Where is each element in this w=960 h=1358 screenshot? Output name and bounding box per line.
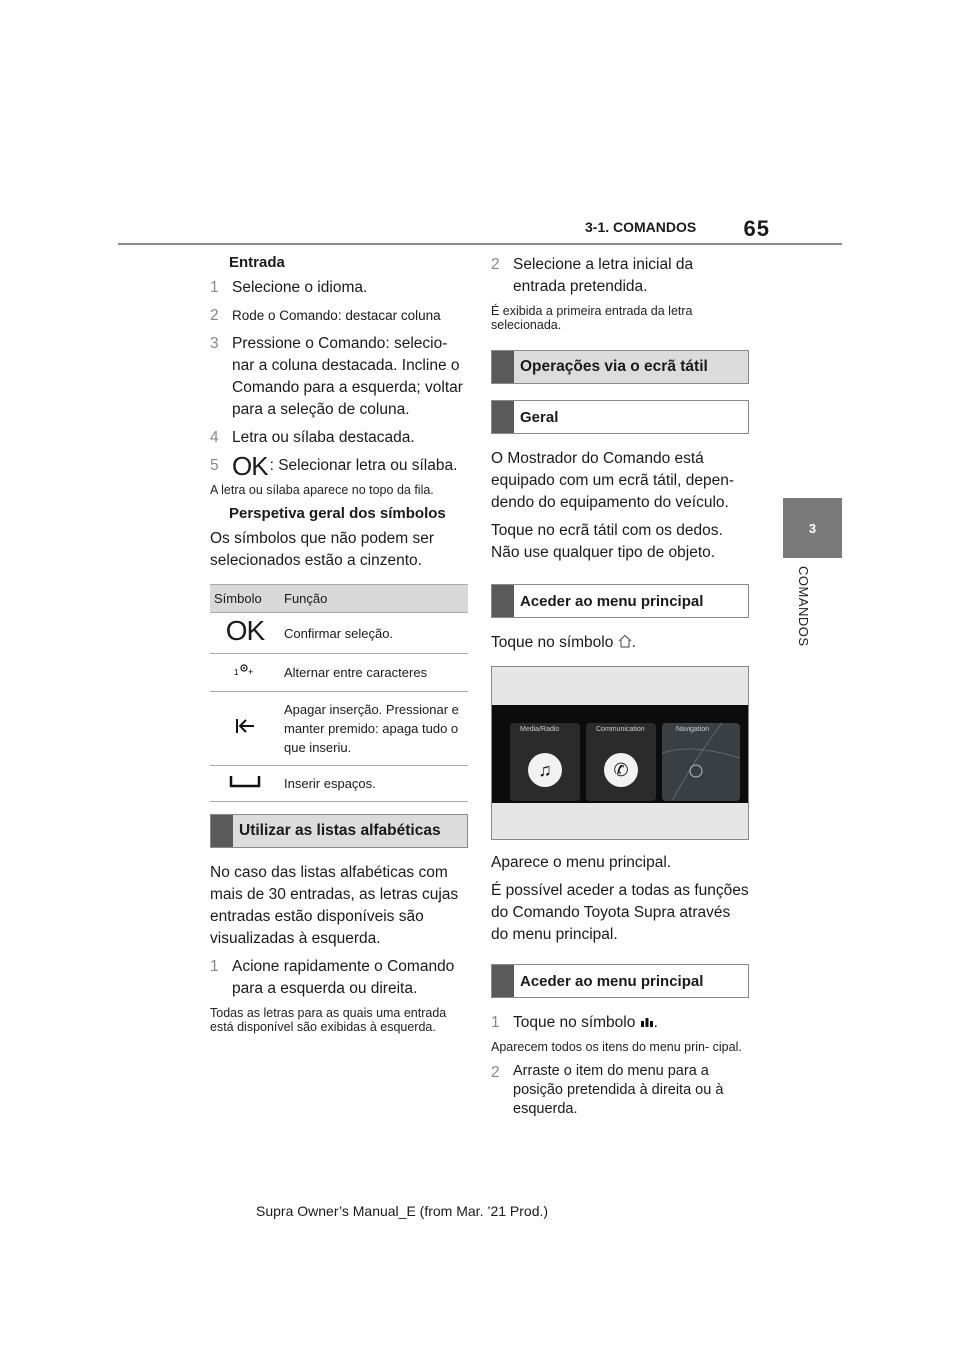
- general-text-2: Toque no ecrã tátil com os dedos. Não use qualquer tipo de objeto.: [491, 522, 723, 561]
- general-heading: Geral: [520, 408, 559, 426]
- symbols-intro: Os símbolos que não podem ser selecionados estão a cinzento.: [210, 530, 435, 569]
- left-column: [210, 254, 468, 1042]
- step-number: 2: [491, 1064, 500, 1081]
- step-text: Selecione a letra inicial da entrada pretendida.: [513, 256, 694, 295]
- chapter-title: 3-1. COMANDOS: [585, 219, 697, 235]
- step2-note: É exibida a primeira entrada da letra selecionada.: [491, 304, 693, 332]
- touch-heading: Operações via o ecrã tátil: [520, 358, 708, 375]
- phone-icon: ✆: [604, 753, 638, 787]
- right-column: [491, 254, 749, 1125]
- step-number: 1: [210, 279, 219, 296]
- col-symbol-header: Símbolo: [210, 585, 280, 613]
- delete-icon: [210, 692, 280, 766]
- tile-label: Media/Radio: [520, 726, 560, 733]
- symbols-heading: Perspetiva geral dos símbolos: [229, 505, 446, 522]
- function-cell: Alternar entre caracteres: [280, 654, 468, 692]
- alpha-text: No caso das listas alfabéticas com mais de 30 entradas, as letras cujas entradas estão disponíveis são visualizadas à esquerda.: [210, 864, 459, 947]
- function-cell: Confirmar seleção.: [280, 613, 468, 654]
- function-cell: Inserir espaços.: [280, 766, 468, 802]
- heading-bar: [211, 815, 233, 847]
- footer-text: Supra Owner’s Manual_E (from Mar. ’21 Prod.): [256, 1203, 549, 1219]
- alpha-heading-box: [210, 814, 468, 848]
- step-number: 2: [491, 256, 500, 273]
- step-5: [210, 451, 468, 481]
- col-function-header: Função: [280, 585, 468, 613]
- communication-tile: [586, 723, 656, 801]
- alpha-step: [210, 956, 468, 1000]
- step-3: [210, 333, 468, 421]
- heading-bar: [492, 401, 514, 433]
- function-cell: Apagar inserção. Pressionar e manter premido: apaga tudo o que inseriu.: [280, 692, 468, 766]
- page-number: 65: [743, 216, 770, 241]
- menu-heading-2: Aceder ao menu principal: [520, 972, 704, 990]
- navigation-tile: [662, 723, 740, 801]
- svg-text:1: 1: [234, 668, 239, 677]
- side-tab: 3: [783, 498, 842, 558]
- step-number: 5: [210, 457, 219, 474]
- side-tab-label: COMANDOS: [796, 566, 811, 647]
- step-number: 3: [210, 335, 219, 352]
- menu-heading-box-1: [491, 584, 749, 618]
- music-icon: ♫: [528, 753, 562, 787]
- step-text: OK : Selecionar letra ou sílaba.: [232, 451, 458, 481]
- display-screen: [492, 705, 748, 803]
- switch-characters-icon: [210, 654, 280, 692]
- touch-heading-box: [491, 350, 749, 384]
- general-text-1: O Mostrador do Comando está equipado com um ecrã tátil, depen- dendo do equipamento do veículo.: [491, 450, 734, 511]
- map-lines-icon: [662, 723, 740, 801]
- step-1: [210, 277, 468, 299]
- menu-handle-icon: [640, 1016, 654, 1028]
- table-row: [210, 692, 468, 766]
- symbols-table: [210, 584, 468, 802]
- step-4: [210, 427, 468, 449]
- menu-after-2: É possível aceder a todas as funções do Comando Toyota Supra através do menu principal.: [491, 882, 749, 943]
- step-number: 1: [491, 1014, 500, 1031]
- ok-icon: OK: [232, 451, 268, 481]
- alpha-heading: Utilizar as listas alfabéticas: [239, 822, 441, 839]
- step-number: 1: [210, 958, 219, 975]
- step-number: 2: [210, 307, 219, 324]
- media-tile: [510, 723, 580, 801]
- heading-bar: [492, 965, 514, 997]
- note-top: A letra ou sílaba aparece no topo da fila.: [210, 483, 434, 497]
- step-text: Letra ou sílaba destacada.: [232, 429, 415, 446]
- step-text: Rode o Comando: destacar coluna: [232, 308, 441, 323]
- menu-step1-note: Aparecem todos os itens do menu prin- cipal.: [491, 1040, 742, 1054]
- table-row: [210, 613, 468, 654]
- header-line: [118, 243, 842, 245]
- alpha-note: Todas as letras para as quais uma entrada está disponível são exibidas à esquerda.: [210, 1006, 447, 1034]
- step-number: 4: [210, 429, 219, 446]
- home-icon: [618, 634, 632, 648]
- heading-bar: [492, 351, 514, 383]
- table-row: [210, 654, 468, 692]
- svg-text:+: +: [248, 667, 254, 677]
- menu-heading-1: Aceder ao menu principal: [520, 592, 704, 610]
- menu-after-1: Aparece o menu principal.: [491, 854, 672, 871]
- space-icon: [210, 766, 280, 802]
- menu-step-2: [491, 1062, 749, 1119]
- step-text: Arraste o item do menu para a posição pretendida à direita ou à esquerda.: [513, 1063, 724, 1117]
- step-text: Pressione o Comando: selecio- nar a coluna destacada. Incline o Comando para a esquerda; voltar para a seleção de coluna.: [232, 335, 463, 418]
- step-text: Toque no símbolo .: [513, 1014, 658, 1031]
- main-menu-screenshot: [491, 666, 749, 840]
- menu-heading-box-2: [491, 964, 749, 998]
- menu-text-1: Toque no símbolo .: [491, 634, 636, 651]
- menu-step-1: [491, 1012, 749, 1034]
- step-2-right: [491, 254, 749, 298]
- heading-bar: [492, 585, 514, 617]
- step-text: Acione rapidamente o Comando para a esquerda ou direita.: [232, 958, 455, 997]
- general-heading-box: [491, 400, 749, 434]
- entrada-heading: Entrada: [229, 254, 285, 271]
- step-text: Selecione o idioma.: [232, 279, 368, 296]
- ok-icon: OK: [210, 613, 280, 654]
- step-2: [210, 305, 468, 327]
- table-row: [210, 766, 468, 802]
- tile-label: Navigation: [676, 726, 710, 733]
- tile-label: Communication: [596, 726, 645, 733]
